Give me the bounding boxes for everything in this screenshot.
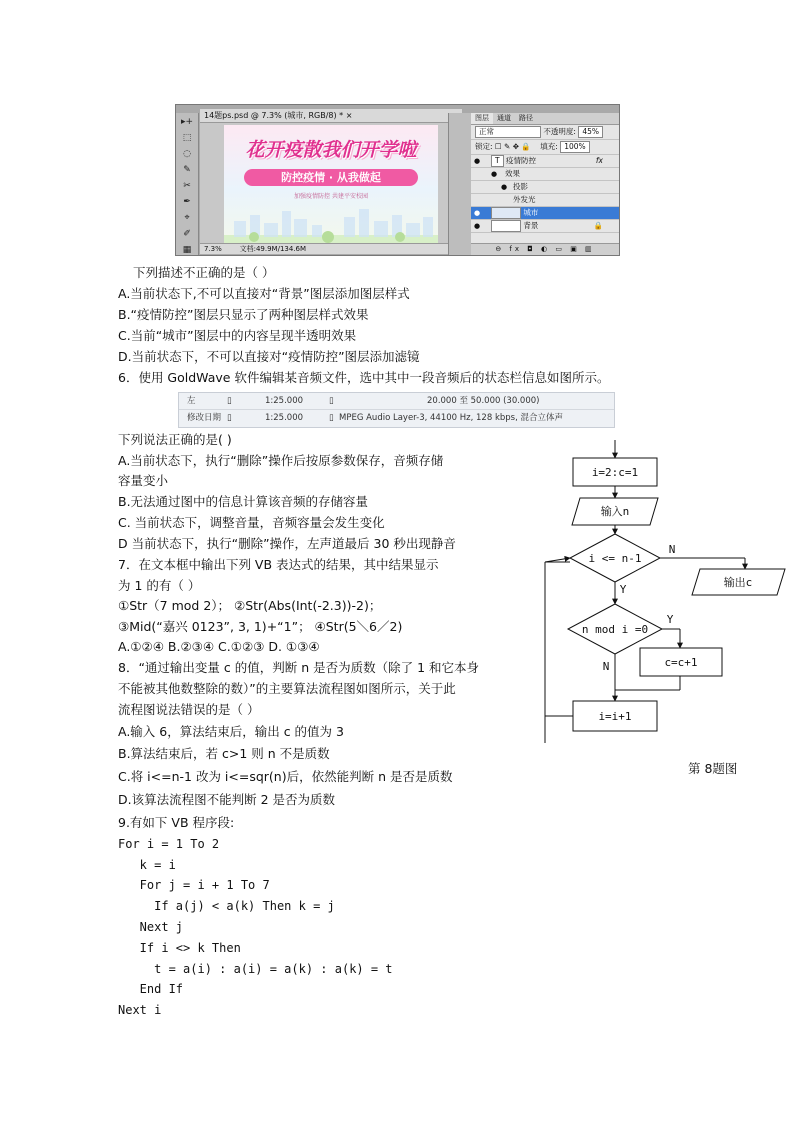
layer-name: 疫情防控: [505, 156, 536, 165]
opacity-input[interactable]: 45%: [578, 126, 603, 138]
separator-icon: ▯: [329, 413, 334, 423]
q5-option-b: B.“疫情防控”图层只显示了两种图层样式效果: [118, 307, 369, 322]
layer-name: 城市: [523, 208, 539, 217]
q6-stem: 下列说法正确的是( ): [118, 432, 232, 447]
q8-line2: 不能被其他数整除的数）”的主要算法流程图如图所示，关于此: [118, 681, 456, 696]
total-length: 1:25.000: [265, 396, 304, 406]
status-row-2: [179, 409, 614, 427]
q7-line1: 7．在文本框中输出下列 VB 表达式的结果，其中结果显示: [118, 557, 439, 572]
flowchart: [540, 440, 790, 750]
eye-icon[interactable]: ●: [474, 157, 481, 165]
q8-option-d: D.该算法流程图不能判断 2 是否为质数: [118, 792, 335, 807]
lock-fill-row: [471, 140, 619, 155]
layer-name: 投影: [513, 182, 528, 191]
code-line: Next i: [118, 1003, 162, 1017]
fill-input[interactable]: 100%: [560, 141, 589, 153]
doc-size: 文档:49.9M/134.6M: [239, 245, 307, 253]
lock-icons[interactable]: ☐ ✎ ✥ 🔒: [494, 142, 531, 151]
q7-line2: 为 1 的有（ ）: [118, 578, 201, 593]
lock-icon: 🔒: [593, 221, 603, 230]
fx-icon: fx: [595, 156, 603, 165]
tab-channels[interactable]: 通道: [497, 114, 511, 122]
q8-option-b: B.算法结束后，若 c>1 则 n 不是质数: [118, 746, 330, 761]
layer-row-text[interactable]: [471, 155, 619, 168]
layer-row-city[interactable]: [471, 207, 619, 220]
q5-option-d: D.当前状态下，不可以直接对“疫情防控”图层添加滤镜: [118, 349, 420, 364]
eye-icon[interactable]: ●: [491, 170, 498, 178]
code-line: If i <> k Then: [118, 941, 241, 955]
pencil-tool-icon: ✐: [183, 229, 191, 239]
layer-thumbnail: [491, 207, 521, 219]
input-text: 输入n: [600, 505, 630, 518]
q8-line1: 8．“通过输出变量 c 的值，判断 n 是否为质数（除了 1 和它本身: [118, 660, 480, 675]
goldwave-status-bar: [178, 392, 615, 428]
layer-name: 背景: [523, 221, 539, 230]
separator-icon: ▯: [329, 396, 334, 406]
tab-layers[interactable]: 图层: [471, 113, 493, 124]
code-line: If a(j) < a(k) Then k = j: [118, 899, 335, 913]
stamp-tool-icon: ⌖: [184, 213, 190, 223]
gradient-tool-icon: ▦: [182, 245, 192, 255]
condition2-text: n mod i =0: [581, 623, 649, 636]
layer-row-background[interactable]: [471, 220, 619, 233]
ps-status-bar: [200, 243, 462, 254]
init-text: i=2:c=1: [591, 466, 639, 479]
layer-name: 外发光: [513, 195, 536, 204]
q6-option-a-line2: 容量变小: [118, 473, 169, 488]
marquee-tool-icon: ⬚: [182, 133, 192, 143]
pen-tool-icon: ✒: [183, 197, 191, 207]
eye-icon[interactable]: ●: [474, 209, 481, 217]
q6-option-a-line1: A.当前状态下，执行“删除”操作后按原参数保存，音频存储: [118, 453, 444, 468]
zoom-level: 7.3%: [204, 245, 222, 253]
code-line: For i = 1 To 2: [118, 837, 220, 851]
move-tool-icon: ▸+: [180, 117, 194, 127]
city-skyline-image: [224, 207, 438, 243]
layer-row-effects[interactable]: [471, 168, 619, 181]
length-value: 1:25.000: [265, 413, 304, 423]
eye-icon[interactable]: ●: [474, 222, 481, 230]
lock-label: 锁定:: [475, 142, 493, 151]
q8-option-c: C.将 i<=n-1 改为 i<=sqr(n)后，依然能判断 n 是否是质数: [118, 769, 453, 784]
q8-option-a: A.输入 6，算法结束后，输出 c 的值为 3: [118, 724, 344, 739]
tab-paths[interactable]: 路径: [519, 114, 533, 122]
code-line: Next j: [118, 920, 184, 934]
q9-intro: 9.有如下 VB 程序段:: [118, 815, 235, 830]
q5-option-a: A.当前状态下,不可以直接对“背景”图层添加图层样式: [118, 286, 410, 301]
code-line: For j = i + 1 To 7: [118, 878, 270, 892]
output-text: 输出c: [723, 576, 753, 589]
layer-row-effect-glow[interactable]: [471, 194, 619, 207]
eye-icon[interactable]: ●: [501, 183, 508, 191]
q7-line4: ③Mid(“嘉兴 0123”, 3, 1)+“1”； ④Str(5＼6／2): [118, 619, 403, 634]
q6-option-d: D 当前状态下，执行“删除”操作，左声道最后 30 秒出现静音: [118, 536, 456, 551]
layer-name: 效果: [505, 169, 520, 178]
code-line: End If: [118, 982, 184, 996]
q6-option-c: C. 当前状态下，调整音量，音频容量会发生变化: [118, 515, 385, 530]
audio-format: MPEG Audio Layer-3, 44100 Hz, 128 kbps, 混合立体声: [339, 413, 563, 423]
condition1-text: i <= n-1: [588, 552, 642, 565]
flowchart-caption: 第 8题图: [688, 761, 738, 776]
layer-thumbnail: [491, 220, 521, 232]
q5-option-c: C.当前“城市”图层中的内容呈现半透明效果: [118, 328, 357, 343]
ps-panel-dock: [448, 113, 472, 255]
opacity-label: 不透明度:: [543, 127, 576, 136]
code-line: t = a(i) : a(i) = a(k) : a(k) = t: [118, 962, 393, 976]
layer-row-effect-shadow[interactable]: [471, 181, 619, 194]
separator-icon: ▯: [227, 413, 232, 423]
layers-panel-tabs: [471, 113, 619, 125]
cond2-yes-label: Y: [666, 613, 674, 626]
code-line: k = i: [118, 858, 176, 872]
photoshop-screenshot: [175, 104, 620, 256]
canvas-note: 加强疫情防控 共建平安校园: [294, 193, 368, 200]
brush-tool-icon: ✎: [183, 165, 191, 175]
ps-document-window: [200, 109, 462, 254]
blend-opacity-row: [471, 125, 619, 140]
selection-range: 20.000 至 50.000 (30.000): [427, 396, 540, 406]
layers-panel: [471, 113, 619, 255]
ps-toolbox: [176, 113, 199, 255]
status-row-1: [179, 393, 614, 410]
cond1-no-label: N: [668, 543, 676, 556]
q7-line3: ①Str（7 mod 2）； ②Str(Abs(Int(-2.3))-2)；: [118, 598, 382, 613]
canvas-subtitle: 防控疫情 · 从我做起: [244, 169, 418, 186]
q6-option-b: B.无法通过图中的信息计算该音频的存储容量: [118, 494, 369, 509]
blend-mode-select[interactable]: 正常: [475, 126, 541, 138]
ps-document-tab: 14题ps.psd @ 7.3% (城市, RGB/8) * ×: [200, 109, 462, 123]
q7-options: A.①②④ B.②③④ C.①②③ D. ①③④: [118, 639, 320, 654]
q8-line3: 流程图说法错误的是（ ）: [118, 702, 260, 717]
lasso-tool-icon: ◌: [183, 149, 191, 159]
inc-i-text: i=i+1: [598, 710, 632, 723]
channel-label: 左: [187, 396, 196, 406]
q5-stem: 下列描述不正确的是（ ）: [133, 265, 275, 280]
crop-tool-icon: ✂: [183, 181, 191, 191]
q6-intro: 6．使用 GoldWave 软件编辑某音频文件，选中其中一段音频后的状态栏信息如图所示。: [118, 370, 610, 385]
modified-label: 修改日期: [187, 413, 222, 423]
canvas-title: 花开疫散我们开学啦: [245, 139, 417, 161]
separator-icon: ▯: [227, 396, 232, 406]
cond1-yes-label: Y: [619, 583, 627, 596]
layers-bottom-toolbar[interactable]: ⊖ fx ◘ ◐ ▭ ▣ ▥: [471, 243, 619, 255]
fill-label: 填充:: [540, 142, 558, 151]
ps-canvas: [224, 125, 438, 243]
cond2-no-label: N: [602, 660, 610, 673]
inc-c-text: c=c+1: [664, 656, 698, 669]
text-layer-icon: T: [491, 155, 504, 167]
